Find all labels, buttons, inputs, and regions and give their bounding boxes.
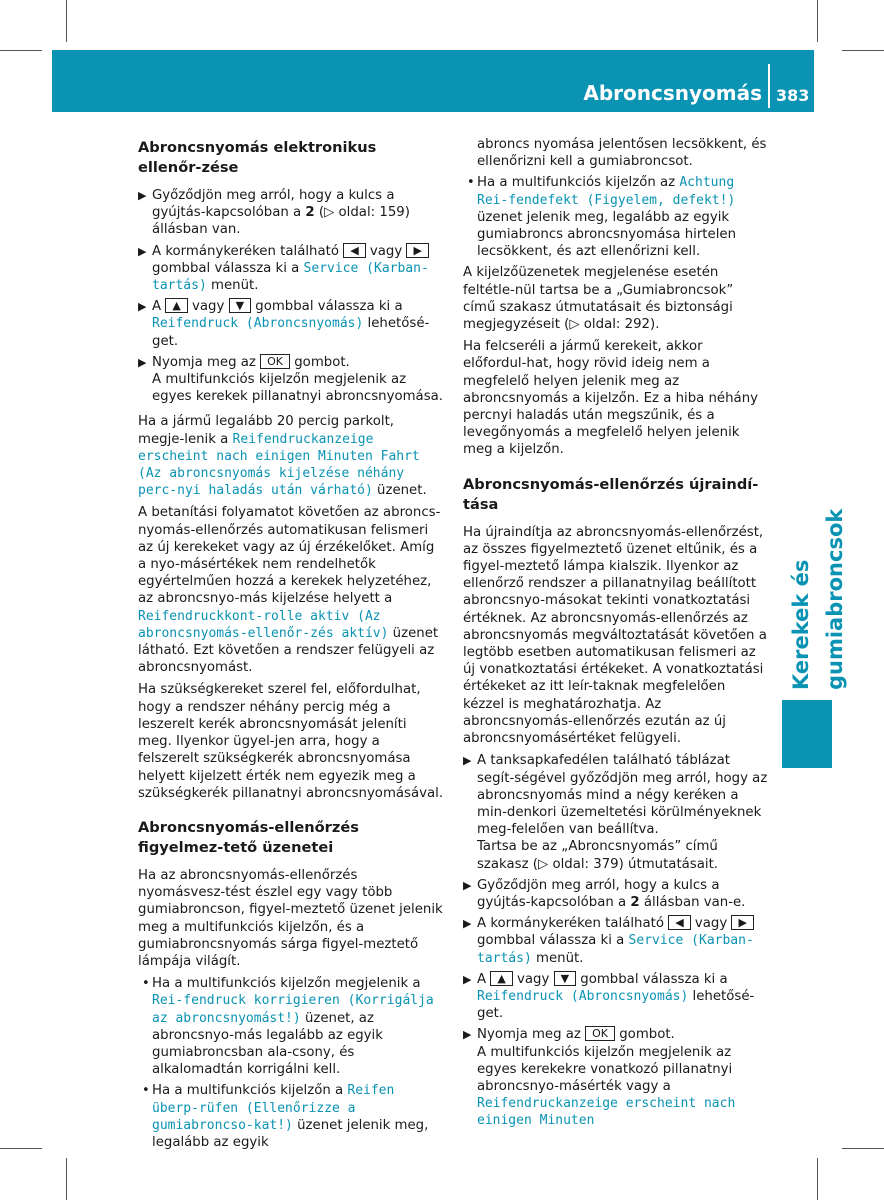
ok-key: OK — [585, 1026, 615, 1041]
down-arrow-key: ▼ — [229, 298, 251, 313]
chapter-tab-label: Kerekek és gumiabroncsok — [789, 508, 847, 690]
crop-mark — [842, 50, 884, 51]
up-arrow-key: ▲ — [165, 298, 187, 313]
step-item: ▶ A kormánykeréken található ◀ vagy ▶ gombbal válassza ki a Service (Karban-tartás) menüt. — [138, 243, 429, 294]
display-message: Rei-fendruck korrigieren (Korrigálja az abroncsnyomást!) — [152, 993, 434, 1026]
bullet-icon: • — [142, 1083, 150, 1099]
up-arrow-key: ▲ — [490, 971, 512, 986]
step-arrow-icon: ▶ — [138, 300, 147, 314]
crop-mark — [0, 50, 42, 51]
left-arrow-key: ◀ — [343, 243, 365, 258]
paragraph: Ha szükségkereket szerel fel, előfordulhat, hogy a rendszer néhány percig még a leszerelt kerék abroncsnyomását jeleníti meg. Ilyenkor ügyel-jen arra, hogy a felszerelt szükségkerék abroncsnyomása helyett kijelzett érték nem egyezik meg a szükségkerék pillanatnyi abroncsnyomásával. — [138, 682, 444, 801]
left-column — [138, 138, 444, 1155]
paragraph: A kijelzőüzenetek megjelenése esetén feltétle-nül tartsa be a „Gumiabroncsok” című szakasz útmutatásait és biztonsági megjegyzéseit (▷ oldal: 292). — [463, 265, 734, 333]
paragraph: A betanítási folyamatot követően az abroncs-nyomás-ellenőrzés automatikusan felismeri az új kerekeket vagy az új érzékelőket. Amíg a nyo-másértékek nem rendelhetők egyértelműen hozzá a kerekek helyzetéhez, az abroncsnyo-más kijelzése helyett a Reifendruckkont-rolle aktiv (Az abroncsnyomás-ellenőr-zés aktív) üzenet látható. Ezt követően a rendszer felügyeli az abroncsnyomást. — [138, 505, 441, 676]
right-arrow-key: ▶ — [731, 915, 753, 930]
step-item: ▶ Győződjön meg arról, hogy a kulcs a gyújtás-kapcsolóban a 2 állásban van-e. — [463, 877, 746, 910]
step-arrow-icon: ▶ — [463, 754, 472, 768]
step-item: ▶ A tanksapkafedélen található táblázat segít-ségével győződjön meg arról, hogy az abroncsnyomás mind a négy keréken a min-denkori üzemeltetési körülményeknek meg-felelően van beállítva. Tartsa be az „Abroncsnyomás” című szakasz (▷ oldal: 379) útmutatásait. — [463, 753, 768, 872]
step-item: ▶ A ▲ vagy ▼ gombbal válassza ki a Reifendruck (Abroncsnyomás) lehetősé-get. — [138, 299, 430, 349]
display-message: Reifen überp-rüfen (Ellenőrizze a gumiabroncso-kat!) — [152, 1083, 395, 1133]
header-divider — [768, 64, 770, 108]
step-arrow-icon: ▶ — [463, 917, 472, 931]
page-number: 383 — [776, 86, 810, 105]
step-arrow-icon: ▶ — [138, 355, 147, 369]
display-message: Reifendruckanzeige erscheint nach einigen Minuten Fahrt (Az abroncsnyomás kijelzése néhány perc-nyi haladás után várható) — [138, 431, 420, 499]
step-arrow-icon: ▶ — [463, 878, 472, 892]
crop-mark — [66, 0, 67, 42]
paragraph: Ha a jármű legalább 20 percig parkolt, megje-lenik a Reifendruckanzeige erscheint nach einigen Minuten Fahrt (Az abroncsnyomás kijelzése néhány perc-nyi haladás után várható) üzenet. — [138, 414, 427, 499]
step-item: ▶ Győződjön meg arról, hogy a kulcs a gyújtás-kapcsolóban a 2 (▷ oldal: 159) állásban van. — [138, 188, 410, 238]
ok-key: OK — [260, 354, 290, 369]
section-heading: Abroncsnyomás-ellenőrzés újraindí-tása — [463, 475, 759, 513]
chapter-tab — [782, 400, 847, 690]
step-arrow-icon: ▶ — [463, 1028, 472, 1042]
down-arrow-key: ▼ — [554, 971, 576, 986]
crop-mark — [817, 0, 818, 42]
section-heading: Abroncsnyomás elektronikus ellenőr-zése — [138, 139, 377, 176]
chapter-marker — [782, 700, 832, 768]
step-item: ▶ A kormánykeréken található ◀ vagy ▶ gombbal válassza ki a Service (Karban-tartás) menüt. — [463, 916, 754, 966]
display-message: Achtung Rei-fendefekt (Figyelem, defekt!) — [477, 175, 736, 208]
page-title: Abroncsnyomás — [583, 81, 762, 105]
left-arrow-key: ◀ — [668, 915, 690, 930]
paragraph: Ha felcseréli a jármű kerekeit, akkor előfordul-hat, hogy rövid ideig nem a megfelelő helyen jelenik meg az abroncsnyomás a kijelzőn. Ez a hiba néhány percnyi haladás után megszűnik, és a levegőnyomás a megfelelő helyen jelenik meg a kijelzőn. — [463, 339, 758, 458]
display-message: Reifendruckanzeige erscheint nach einigen Minuten — [477, 1096, 736, 1129]
display-menu-text: Service (Karban-tartás) — [477, 933, 754, 966]
crop-mark — [842, 1148, 884, 1149]
step-arrow-icon: ▶ — [138, 244, 147, 258]
bullet-item: • Ha a multifunkciós kijelzőn megjelenik a Rei-fendruck korrigieren (Korrigálja az abroncsnyomást!) üzenet, az abroncsnyo-más legalább az egyik gumiabroncsban ala-csony, és alkalomadtán korrigálni kell. — [142, 976, 434, 1078]
right-column — [463, 136, 769, 1134]
display-message: Reifendruckkont-rolle aktiv (Az abroncsnyomás-ellenőr-zés aktív) — [138, 608, 389, 641]
bullet-icon: • — [467, 175, 475, 191]
paragraph: Ha az abroncsnyomás-ellenőrzés nyomásvesz-tést észlel egy vagy több gumiabroncson, figyel-meztető üzenet jelenik meg a multifunkciós kijelzőn, és a gumiabroncsnyomás sárga figyel-meztető lámpája világít. — [138, 867, 443, 969]
display-menu-text: Service (Karban-tartás) — [152, 260, 429, 294]
crop-mark — [817, 1158, 818, 1200]
step-arrow-icon: ▶ — [463, 972, 472, 986]
display-menu-text: Reifendruck (Abroncsnyomás) — [477, 988, 689, 1004]
section-heading: Abroncsnyomás-ellenőrzés figyelmez-tető üzenetei — [138, 818, 359, 856]
bullet-icon: • — [142, 976, 150, 992]
display-menu-text: Reifendruck (Abroncsnyomás) — [152, 316, 364, 332]
crop-mark — [0, 1148, 42, 1149]
bullet-item: • Ha a multifunkciós kijelzőn az Achtung Rei-fendefekt (Figyelem, defekt!) üzenet jelenik meg, legalább az egyik gumiabroncs abroncsnyomása hirtelen lecsökkent, és azt ellenőrizni kell. — [467, 175, 736, 260]
step-arrow-icon: ▶ — [138, 189, 147, 202]
step-item: ▶ Nyomja meg az OK gombot. A multifunkciós kijelzőn megjelenik az egyes kerekek pillanatnyi abroncsnyomása. — [138, 354, 443, 405]
bullet-continuation: abroncs nyomása jelentősen lecsökkent, és ellenőrizni kell a gumiabroncsot. — [477, 137, 767, 170]
step-item: ▶ A ▲ vagy ▼ gombbal válassza ki a Reifendruck (Abroncsnyomás) lehetősé-get. — [463, 971, 755, 1022]
right-arrow-key: ▶ — [406, 243, 428, 258]
crop-mark — [66, 1158, 67, 1200]
paragraph: Ha újraindítja az abroncsnyomás-ellenőrzést, az összes figyelmeztető üzenet eltűnik, és a figyel-meztető lámpa kialszik. Ilyenkor az ellenőrző rendszer a pillanatnyilag beállított abroncsnyo-másokat tekinti vonatkoztatási értéknek. Az abroncsnyomás-ellenőrzés az abroncsnyomás megváltoztatását követően a legtöbb esetben automatikusan felismeri az új vonatkoztatási értékeket. A vonatkoztatási értékeket az itt leír-taknak megfelelően kézzel is meghatározhatja. Az abroncsnyomás-ellenőrzés ezután az új abroncsnyomásértéket felügyeli. — [463, 524, 767, 747]
bullet-item: • Ha a multifunkciós kijelzőn a Reifen überp-rüfen (Ellenőrizze a gumiabroncso-kat!) üzenet jelenik meg, legalább az egyik — [142, 1083, 429, 1150]
step-item: ▶ Nyomja meg az OK gombot. A multifunkciós kijelzőn megjelenik az egyes kerekekre vonatkozó pillanatnyi abroncsnyo-másérték vagy a Reifendruckanzeige erscheint nach einigen Minuten — [463, 1027, 736, 1129]
